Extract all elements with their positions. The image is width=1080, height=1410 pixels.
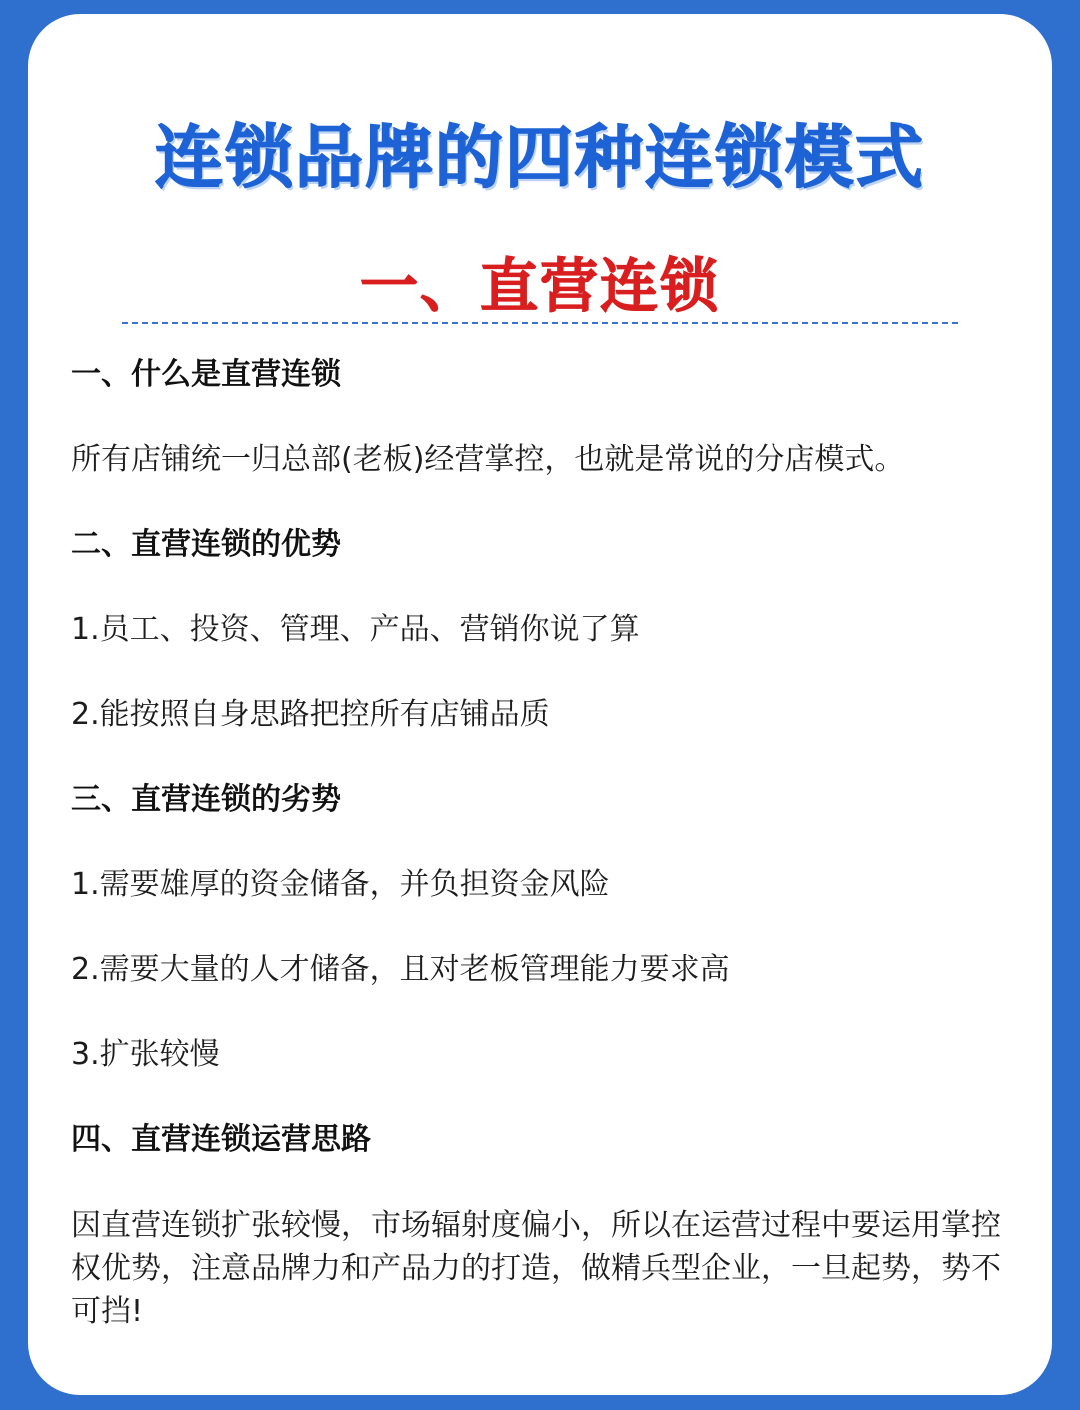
heading-advantages: 二、直营连锁的优势 [71, 527, 341, 562]
dashed-divider [122, 322, 958, 324]
disadvantage-item: 1.需要雄厚的资金储备，并负担资金风险 [71, 867, 610, 902]
content-card [28, 14, 1052, 1395]
section-subtitle: 一、直营连锁 [359, 252, 720, 320]
disadvantage-item: 3.扩张较慢 [71, 1037, 220, 1072]
disadvantage-item: 2.需要大量的人才储备，且对老板管理能力要求高 [71, 952, 730, 987]
heading-operation: 四、直营连锁运营思路 [71, 1122, 371, 1157]
heading-what-is: 一、什么是直营连锁 [71, 357, 341, 392]
definition-text: 所有店铺统一归总部(老板)经营掌控，也就是常说的分店模式。 [71, 442, 905, 477]
advantage-item: 1.员工、投资、管理、产品、营销你说了算 [71, 612, 640, 647]
page-title: 连锁品牌的四种连锁模式 [154, 119, 925, 198]
advantage-item: 2.能按照自身思路把控所有店铺品质 [71, 697, 550, 732]
operation-text: 因直营连锁扩张较慢，市场辐射度偏小，所以在运营过程中要运用掌控权优势，注意品牌力和产品力的打造，做精兵型企业，一旦起势，势不可挡! [71, 1208, 1001, 1329]
heading-disadvantages: 三、直营连锁的劣势 [71, 782, 341, 817]
